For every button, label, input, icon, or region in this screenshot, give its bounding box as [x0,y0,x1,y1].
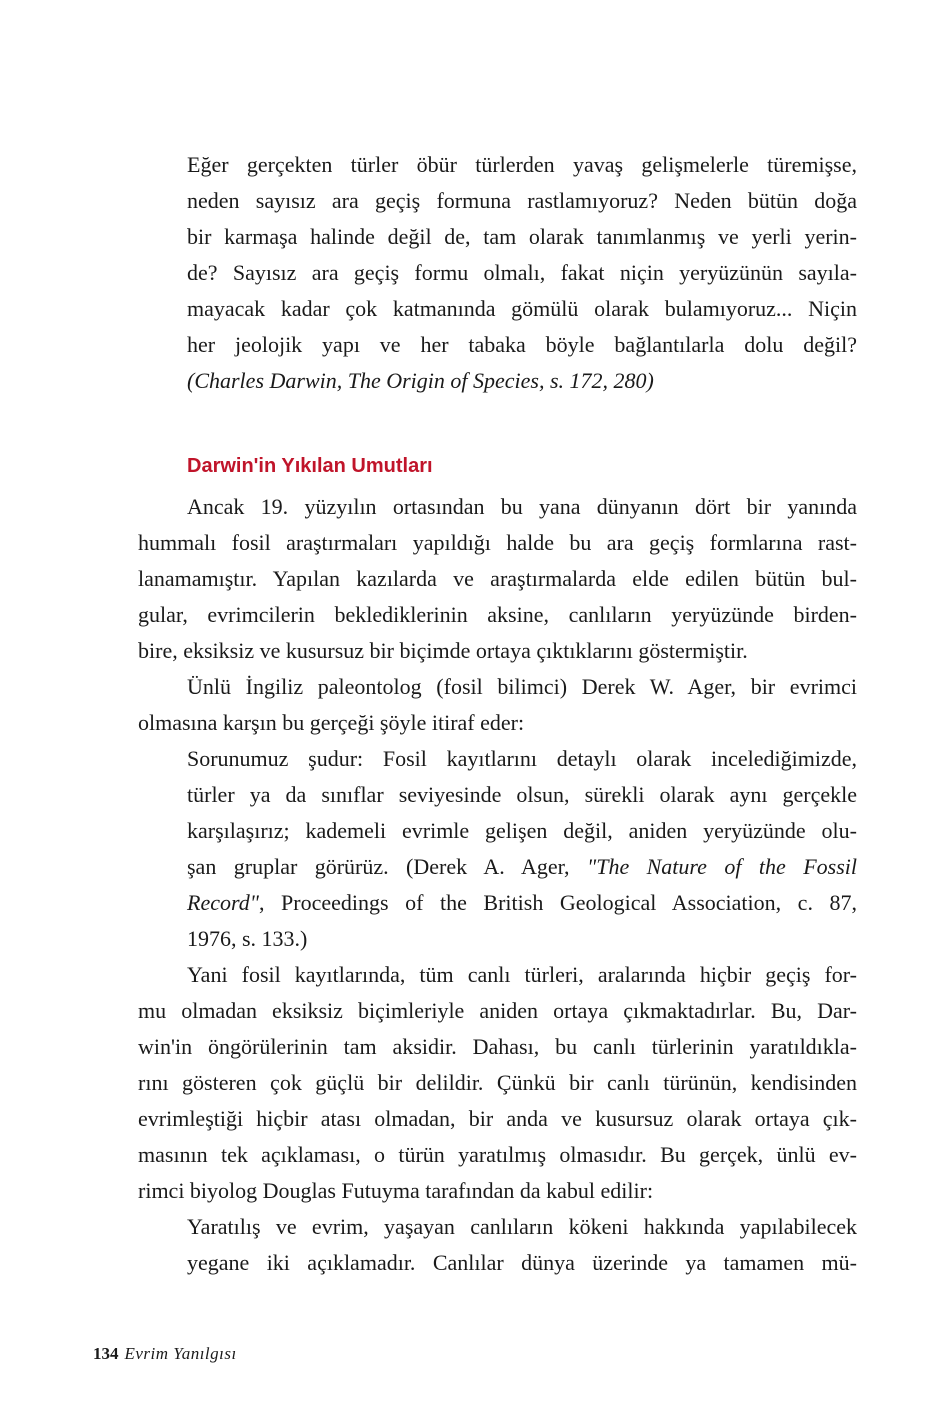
paragraph-line: bire, eksiksiz ve kusursuz bir biçimde ortaya çıktıklarını göstermiştir. [138,638,748,663]
paragraph-line: evrimleştiği hiçbir atası olmadan, bir anda ve kusursuz olarak ortaya çık- [138,1106,857,1131]
page-footer [93,1342,237,1366]
quote-ager-line: Sorunumuz şudur: Fosil kayıtlarını detaylı olarak incelediğimizde, [187,746,857,771]
quote-ager-title: Record" [187,890,259,915]
quote-darwin-line: de? Sayısız ara geçiş formu olmalı, fakat niçin yeryüzünün sayıla- [187,260,857,285]
paragraph-line: Ancak 19. yüzyılın ortasından bu yana dünyanın dört bir yanında [187,494,857,519]
quote-darwin-line: neden sayısız ara geçiş formuna rastlamıyoruz? Neden bütün doğa [187,188,857,213]
quote-futuyma-line: yegane iki açıklamadır. Canlılar dünya üzerinde ya tamamen mü- [187,1250,857,1275]
paragraph-line: gular, evrimcilerin beklediklerinin aksine, canlıların yeryüzünde birden- [138,602,857,627]
quote-ager-line [187,849,857,885]
paragraph-line: lanamamıştır. Yapılan kazılarda ve araştırmalarda elde edilen bütün bul- [138,566,857,591]
quote-ager-line: 1976, s. 133.) [187,926,308,951]
paragraph-line: hummalı fosil araştırmaları yapıldığı halde bu ara geçiş formlarına rast- [138,530,857,555]
page-number: 134 [93,1344,119,1363]
paragraph-line: mu olmadan eksiksiz biçimleriyle aniden ortaya çıkmaktadırlar. Bu, Dar- [138,998,857,1023]
quote-darwin-citation: (Charles Darwin, The Origin of Species, s. 172, 280) [187,368,654,393]
quote-darwin-line: her jeolojik yapı ve her tabaka böyle bağlantılarla dolu değil? [187,332,857,357]
quote-darwin-line: mayacak kadar çok katmanında gömülü olarak bulamıyoruz... Niçin [187,296,857,321]
paragraph-line: olmasına karşın bu gerçeği şöyle itiraf eder: [138,710,525,735]
paragraph-line: rını gösteren çok güçlü bir delildir. Çünkü bir canlı türünün, kendisinden [138,1070,857,1095]
paragraph-line: Ünlü İngiliz paleontolog (fosil bilimci) Derek W. Ager, bir evrimci [187,674,857,699]
paragraph-line: masının tek açıklaması, o türün yaratılmış olmasıdır. Bu gerçek, ünlü ev- [138,1142,857,1167]
quote-ager-text: şan gruplar görürüz. (Derek A. Ager, [187,854,587,879]
quote-ager-title: "The Nature of the Fossil [586,854,857,879]
quote-ager-line: karşılaşırız; kademeli evrimle gelişen değil, aniden yeryüzünde olu- [187,818,857,843]
paragraph-line: win'in öngörülerinin tam aksidir. Dahası, bu canlı türlerinin yaratıldıkla- [138,1034,857,1059]
book-title: Evrim Yanılgısı [124,1344,237,1363]
quote-ager-line [187,885,857,921]
quote-darwin-line: bir karmaşa halinde değil de, tam olarak tanımlanmış ve yerli yerin- [187,224,857,249]
quote-ager-text: , Proceedings of the British Geological Association, c. 87, [258,890,857,915]
quote-futuyma-line: Yaratılış ve evrim, yaşayan canlıların kökeni hakkında yapılabilecek [187,1214,857,1239]
quote-ager-line: türler ya da sınıflar seviyesinde olsun, sürekli olarak aynı gerçekle [187,782,857,807]
paragraph-line: rimci biyolog Douglas Futuyma tarafından da kabul edilir: [138,1178,654,1203]
section-heading: Darwin'in Yıkılan Umutları [187,455,433,477]
quote-darwin-line: Eğer gerçekten türler öbür türlerden yavaş gelişmelerle türemişse, [187,152,857,177]
paragraph-line: Yani fosil kayıtlarında, tüm canlı türleri, aralarında hiçbir geçiş for- [187,962,857,987]
